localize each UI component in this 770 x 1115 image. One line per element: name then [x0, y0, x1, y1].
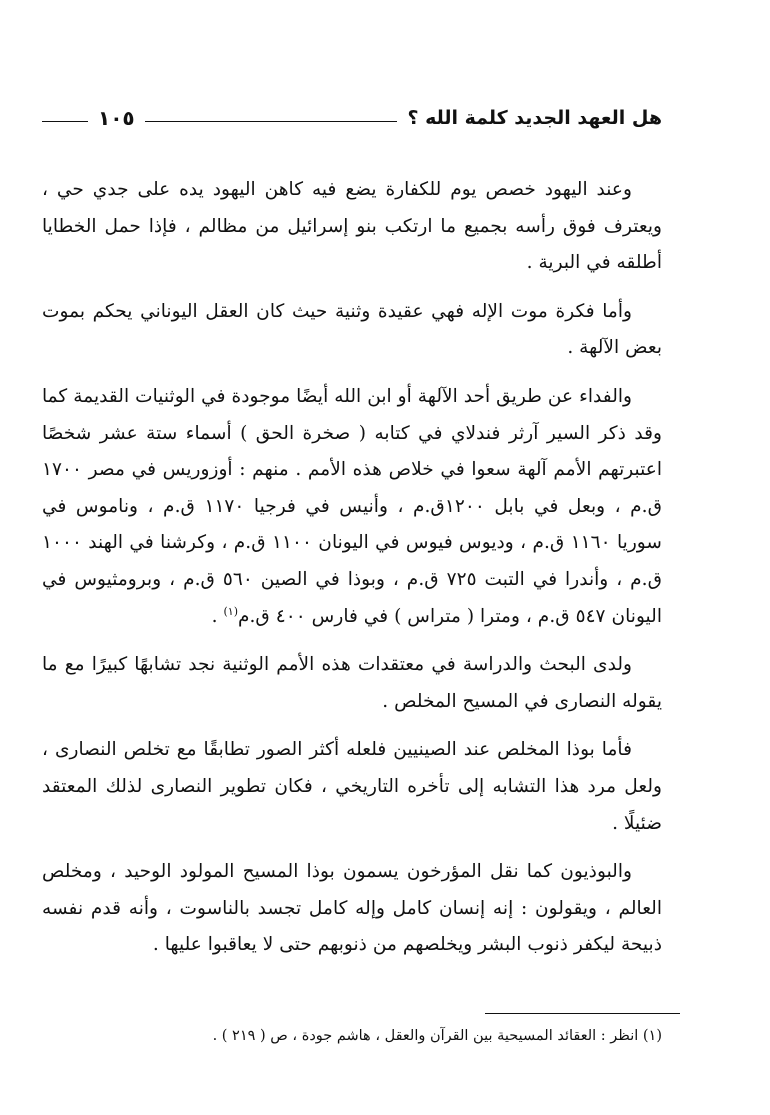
paragraph-3-end: . [211, 605, 224, 627]
paragraph-3 [42, 379, 662, 635]
paragraph-6: والبوذيون كما نقل المؤرخون يسمون بوذا المسيح المولود الوحيد ، ومخلص العالم ، ويقولون : إنه إنسان كامل وإله كامل تجسد بالناسوت ، وأنه قدم نفسه ذبيحة ليكفر ذنوب البشر ويخلصهم من ذنوبهم حتى لا يعاقبوا عليها . [42, 861, 662, 956]
body-text [42, 172, 662, 976]
running-title: هل العهد الجديد كلمة الله ؟ [407, 107, 662, 129]
footnote: (١) انظر : العقائد المسيحية بين القرآن والعقل ، هاشم جودة ، ص ( ٢١٩ ) . [212, 1028, 662, 1044]
paragraph-3-text: والفداء عن طريق أحد الآلهة أو ابن الله أيضًا موجودة في الوثنيات القديمة كما وقد ذكر السير آرثر فندلاي في كتابه ( صخرة الحق ) أسماء ستة عشر شخصًا اعتبرتهم الأمم آلهة سعوا في خلاص هذه الأمم . منهم : أوزوريس في مصر ١٧٠٠ ق.م ، وبعل في بابل ١٢٠٠ق.م ، وأنيس في فرجيا ١١٧٠ ق.م ، وناموس في سوريا ١١٦٠ ق.م ، وديوس فيوس في اليونان ١١٠٠ ق.م ، وكرشنا في الهند ١٠٠٠ ق.م ، وأندرا في التبت ٧٢٥ ق.م ، وبوذا في الصين ٥٦٠ ق.م ، وبرومثيوس في اليونان ٥٤٧ ق.م ، ومترا ( متراس ) في فارس ٤٠٠ ق.م [42, 385, 663, 627]
footnote-separator [485, 1013, 680, 1014]
paragraph-5: فأما بوذا المخلص عند الصينيين فلعله أكثر الصور تطابقًا مع تخلص النصارى ، ولعل مرد هذا التشابه إلى تأخره التاريخي ، فكان تطوير النصارى لذلك المعتقد ضئيلًا . [42, 739, 662, 834]
paragraph-4: ولدى البحث والدراسة في معتقدات هذه الأمم الوثنية نجد تشابهًا كبيرًا مع ما يقوله النصارى في المسيح المخلص . [42, 654, 662, 712]
footnote-reference: (١) [223, 604, 238, 618]
paragraph-2: وأما فكرة موت الإله فهي عقيدة وثنية حيث كان العقل اليوناني يحكم بموت بعض الآلهة . [42, 300, 662, 359]
header-rule-long [145, 121, 398, 122]
paragraph-1: وعند اليهود خصص يوم للكفارة يضع فيه كاهن اليهود يده على جدي حي ، ويعترف فوق رأسه بجميع ما ارتكب بنو إسرائيل من مظالم ، فإذا حمل الخطايا أطلقه في البرية . [42, 179, 662, 274]
header-rule-short [42, 121, 88, 122]
page-number: ١٠٥ [98, 106, 135, 130]
running-header [42, 98, 662, 138]
